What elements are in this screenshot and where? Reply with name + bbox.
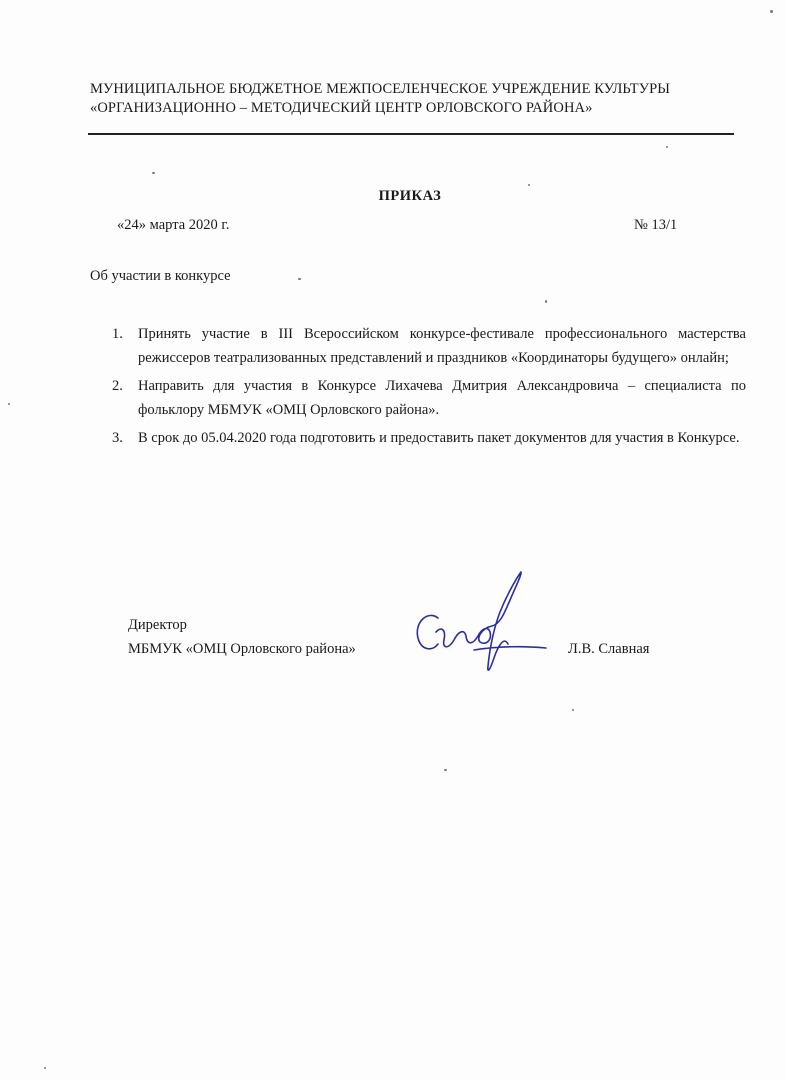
scan-speck xyxy=(666,146,668,148)
organization-header xyxy=(90,80,740,118)
signatory-position xyxy=(128,613,356,661)
order-item xyxy=(90,322,746,370)
scan-speck xyxy=(770,10,773,13)
order-item xyxy=(90,426,746,450)
handwritten-signature xyxy=(408,570,548,685)
org-name-line-1: МУНИЦИПАЛЬНОЕ БЮДЖЕТНОЕ МЕЖПОСЕЛЕНЧЕСКОЕ УЧРЕЖДЕНИЕ КУЛЬТУРЫ xyxy=(90,81,671,97)
document-title: ПРИКАЗ xyxy=(378,188,442,204)
scan-speck xyxy=(528,184,530,186)
item-text: Принять участие в III Всероссийском конкурсе-фестивале профессионального мастерства режиссеров театрализованных представлений и праздников «Координаторы будущего» онлайн; xyxy=(138,326,746,366)
signatory-name: Л.В. Славная xyxy=(568,641,650,657)
signature-stroke xyxy=(417,572,546,670)
org-name-line-2: «ОРГАНИЗАЦИОННО – МЕТОДИЧЕСКИЙ ЦЕНТР ОРЛОВСКОГО РАЙОНА» xyxy=(90,100,593,116)
order-items-list xyxy=(90,322,746,454)
scan-speck xyxy=(545,300,547,303)
item-text: Направить для участия в Конкурсе Лихачева Дмитрия Александровича – специалиста по фольклору МБМУК «ОМЦ Орловского района». xyxy=(138,378,746,418)
scan-speck xyxy=(298,278,301,280)
item-text: В срок до 05.04.2020 года подготовить и предоставить пакет документов для участия в Конкурсе. xyxy=(138,430,740,446)
item-number: 1. xyxy=(112,326,123,342)
position-organization: МБМУК «ОМЦ Орловского района» xyxy=(128,641,356,657)
document-number: № 13/1 xyxy=(634,217,678,233)
scan-speck xyxy=(8,403,10,405)
scan-speck xyxy=(572,709,574,711)
scan-speck xyxy=(152,172,155,174)
item-number: 3. xyxy=(112,430,123,446)
document-date: «24» марта 2020 г. xyxy=(117,217,230,233)
position-title: Директор xyxy=(128,617,187,633)
item-number: 2. xyxy=(112,378,123,394)
document-subject: Об участии в конкурсе xyxy=(90,268,231,284)
order-item xyxy=(90,374,746,422)
scan-speck xyxy=(44,1067,46,1069)
scan-speck xyxy=(444,769,447,771)
header-divider xyxy=(88,133,734,135)
